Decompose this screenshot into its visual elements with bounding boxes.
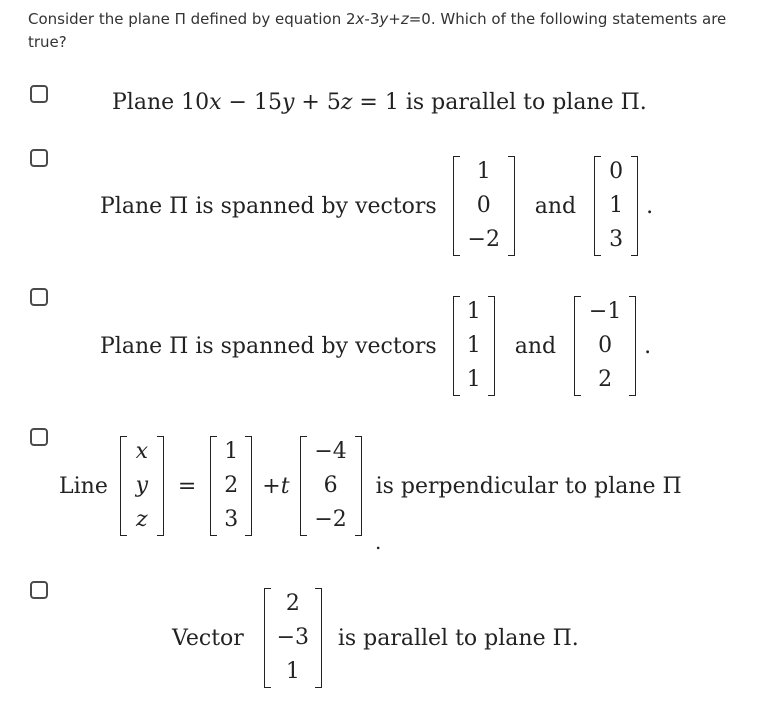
option-d-point-entry: 1 (224, 439, 239, 464)
option-d-var-entry: y (135, 473, 149, 498)
option-e-statement (172, 588, 579, 688)
question-prefix: Consider the plane Π defined by equation 2 (28, 10, 356, 28)
question-var-y: y (379, 10, 389, 28)
option-c-vector-1 (453, 296, 495, 396)
option-b-vector-2 (594, 156, 638, 256)
option-d-tail: is perpendicular to plane Π (375, 473, 682, 499)
option-a-pre: Plane 10 (112, 90, 210, 115)
option-d-period-text: . (375, 530, 382, 554)
option-d-point-vector (210, 436, 252, 536)
option-c-vec1-entry: 1 (466, 333, 481, 358)
option-d-dir-entry: −2 (314, 507, 347, 532)
option-d-plus-t: +t (262, 473, 290, 499)
option-e-vec-entry: 2 (285, 591, 300, 616)
option-e-vector (264, 588, 322, 688)
option-a-op1: − 15 (221, 90, 282, 115)
option-b-vec1-entry: −2 (467, 227, 500, 252)
question-var-x: x (355, 10, 365, 28)
option-c-vec2-entry: −1 (588, 299, 622, 324)
option-d-lead: Line (59, 473, 108, 499)
option-d-variable-vector (120, 436, 164, 536)
option-b-vec1-entry: 0 (476, 193, 491, 218)
option-a-var-z: z (340, 90, 353, 115)
option-c-vec2-entry: 2 (598, 367, 613, 392)
option-c-vector-2 (574, 296, 636, 396)
option-e-checkbox[interactable] (30, 581, 48, 599)
option-e-tail: is parallel to plane Π. (337, 625, 579, 651)
question-op-1: -3 (364, 10, 380, 28)
question-op-2: + (388, 10, 401, 28)
option-d-direction-vector (300, 436, 362, 536)
option-a-post: = 1 is parallel to plane Π. (352, 90, 647, 115)
option-b-vector-1 (453, 156, 515, 256)
option-b-vec2-entry: 3 (609, 227, 624, 252)
option-c-statement (100, 296, 651, 396)
option-b-lead: Plane Π is spanned by vectors (100, 193, 437, 219)
option-c-period: . (644, 333, 652, 359)
option-e-lead: Vector (172, 625, 244, 651)
option-a-statement (112, 90, 647, 115)
question-var-z: z (400, 10, 409, 28)
option-d-var-entry: z (136, 507, 148, 532)
question-suffix: =0. Which of the following statements are true? (28, 10, 727, 51)
option-b-statement (100, 156, 653, 256)
option-d-statement (59, 436, 682, 536)
option-c-lead: Plane Π is spanned by vectors (100, 333, 437, 359)
option-b-vec1-entry: 1 (476, 159, 491, 184)
option-e-vec-entry: −3 (276, 625, 310, 650)
option-c-vec1-entry: 1 (466, 367, 481, 392)
option-e-vec-entry: 1 (285, 659, 300, 684)
option-b-vec2-entry: 1 (609, 193, 624, 218)
option-c-vec2-entry: 0 (598, 333, 613, 358)
option-d-point-entry: 3 (224, 507, 239, 532)
option-d-dir-entry: 6 (323, 473, 338, 498)
option-d-point-entry: 2 (224, 473, 239, 498)
option-c-vec1-entry: 1 (466, 299, 481, 324)
option-d-var-entry: x (135, 439, 149, 464)
option-b-and: and (534, 193, 577, 219)
option-a-op2: + 5 (294, 90, 341, 115)
option-d-period (375, 530, 381, 554)
option-b-period: . (646, 193, 654, 219)
option-b-checkbox[interactable] (30, 149, 48, 167)
option-d-checkbox[interactable] (30, 428, 48, 446)
option-a-checkbox[interactable] (30, 85, 48, 103)
option-a-var-x: x (209, 90, 222, 115)
option-c-and: and (514, 333, 557, 359)
option-d-dir-entry: −4 (314, 439, 347, 464)
option-c-checkbox[interactable] (30, 288, 48, 306)
option-d-equals: = (177, 473, 197, 499)
question-text (28, 8, 728, 54)
option-a-var-y: y (281, 90, 295, 115)
option-b-vec2-entry: 0 (609, 159, 624, 184)
